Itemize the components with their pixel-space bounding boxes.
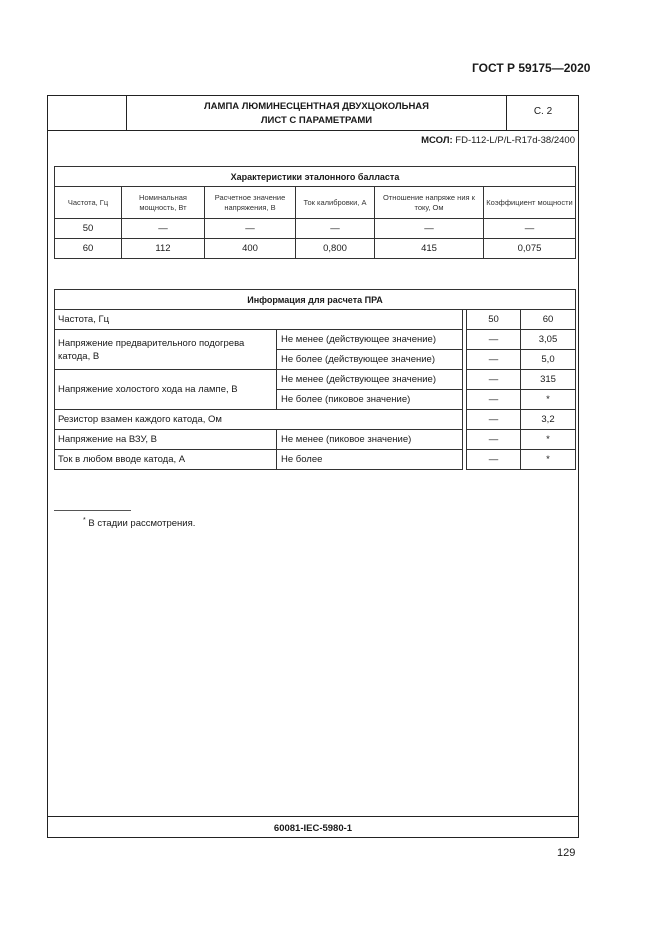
page-number: 129: [557, 847, 576, 859]
value-60: 3,2: [521, 410, 576, 430]
value-60: 5,0: [521, 350, 576, 370]
value-50: —: [467, 410, 521, 430]
value-50: —: [467, 450, 521, 470]
row-condition: Не менее (действующее значение): [277, 370, 463, 390]
sheet-header: [48, 96, 578, 131]
column-header: Частота, Гц: [55, 187, 122, 219]
row-condition: Не более: [277, 450, 463, 470]
row-label: Частота, Гц: [55, 310, 463, 330]
value-60: *: [521, 450, 576, 470]
table-cell: —: [375, 219, 484, 239]
reference-ballast-table: [54, 166, 576, 259]
table-row: [55, 239, 576, 259]
sheet-title-line1: ЛАМПА ЛЮМИНЕСЦЕНТНАЯ ДВУХЦОКОЛЬНАЯ: [204, 101, 429, 112]
row-condition: Не менее (действующее значение): [277, 330, 463, 350]
table-cell: 112: [122, 239, 205, 259]
table-row: [55, 430, 576, 450]
row-condition: Не более (пиковое значение): [277, 390, 463, 410]
sheet-title-line2: ЛИСТ С ПАРАМЕТРАМИ: [260, 115, 373, 126]
footnote-mark: *: [83, 517, 86, 524]
column-header: Расчетное значение напряжения, В: [205, 187, 296, 219]
row-label: Резистор взамен каждого катода, Ом: [55, 410, 463, 430]
value-50: —: [467, 330, 521, 350]
standard-number: ГОСТ Р 59175—2020: [472, 61, 591, 75]
table-cell: —: [122, 219, 205, 239]
msol-code: FD-112-L/P/L-R17d-38/2400: [455, 135, 575, 146]
table-row: [55, 410, 576, 430]
table-cell: —: [484, 219, 576, 239]
footnote: [83, 517, 195, 529]
sheet-title: [127, 100, 506, 128]
row-label: Напряжение на ВЗУ, В: [55, 430, 277, 450]
value-50: —: [467, 390, 521, 410]
sheet-page-ref: С. 2: [533, 106, 553, 117]
table-row: [55, 370, 576, 390]
table-row: [55, 330, 576, 350]
freq-60-header: 60: [521, 310, 576, 330]
table-row: [55, 310, 576, 330]
footnote-divider: [54, 510, 131, 511]
value-50: —: [467, 430, 521, 450]
ballast-design-info-table: [54, 289, 576, 470]
footer-divider: [48, 816, 578, 817]
table-row: [55, 450, 576, 470]
column-header: Коэффициент мощности: [484, 187, 576, 219]
table-cell: —: [296, 219, 375, 239]
table-row: [55, 219, 576, 239]
value-60: *: [521, 430, 576, 450]
value-50: —: [467, 370, 521, 390]
msol-label: МСОЛ:: [421, 135, 453, 146]
footer-code: 60081-IEC-5980-1: [273, 823, 353, 834]
row-label: Ток в любом вводе катода, А: [55, 450, 277, 470]
msol-designation: [421, 135, 575, 146]
value-60: 315: [521, 370, 576, 390]
table-cell: 50: [55, 219, 122, 239]
value-60: 3,05: [521, 330, 576, 350]
row-condition: Не менее (пиковое значение): [277, 430, 463, 450]
table-cell: 400: [205, 239, 296, 259]
freq-50-header: 50: [467, 310, 521, 330]
column-header: Ток калибровки, А: [296, 187, 375, 219]
table-cell: 0,075: [484, 239, 576, 259]
footnote-text: В стадии рассмотрения.: [88, 518, 196, 530]
table-cell: 0,800: [296, 239, 375, 259]
table-caption: Информация для расчета ПРА: [55, 290, 576, 310]
row-label: Напряжение предварительного подогрева катода, В: [55, 330, 277, 370]
table-caption: Характеристики эталонного балласта: [55, 167, 576, 187]
row-label: Напряжение холостого хода на лампе, В: [55, 370, 277, 410]
table-cell: —: [205, 219, 296, 239]
value-50: —: [467, 350, 521, 370]
column-header: Номинальная мощность, Вт: [122, 187, 205, 219]
column-header: Отношение напряже ния к току, Ом: [375, 187, 484, 219]
row-condition: Не более (действующее значение): [277, 350, 463, 370]
value-60: *: [521, 390, 576, 410]
table-cell: 415: [375, 239, 484, 259]
table-cell: 60: [55, 239, 122, 259]
